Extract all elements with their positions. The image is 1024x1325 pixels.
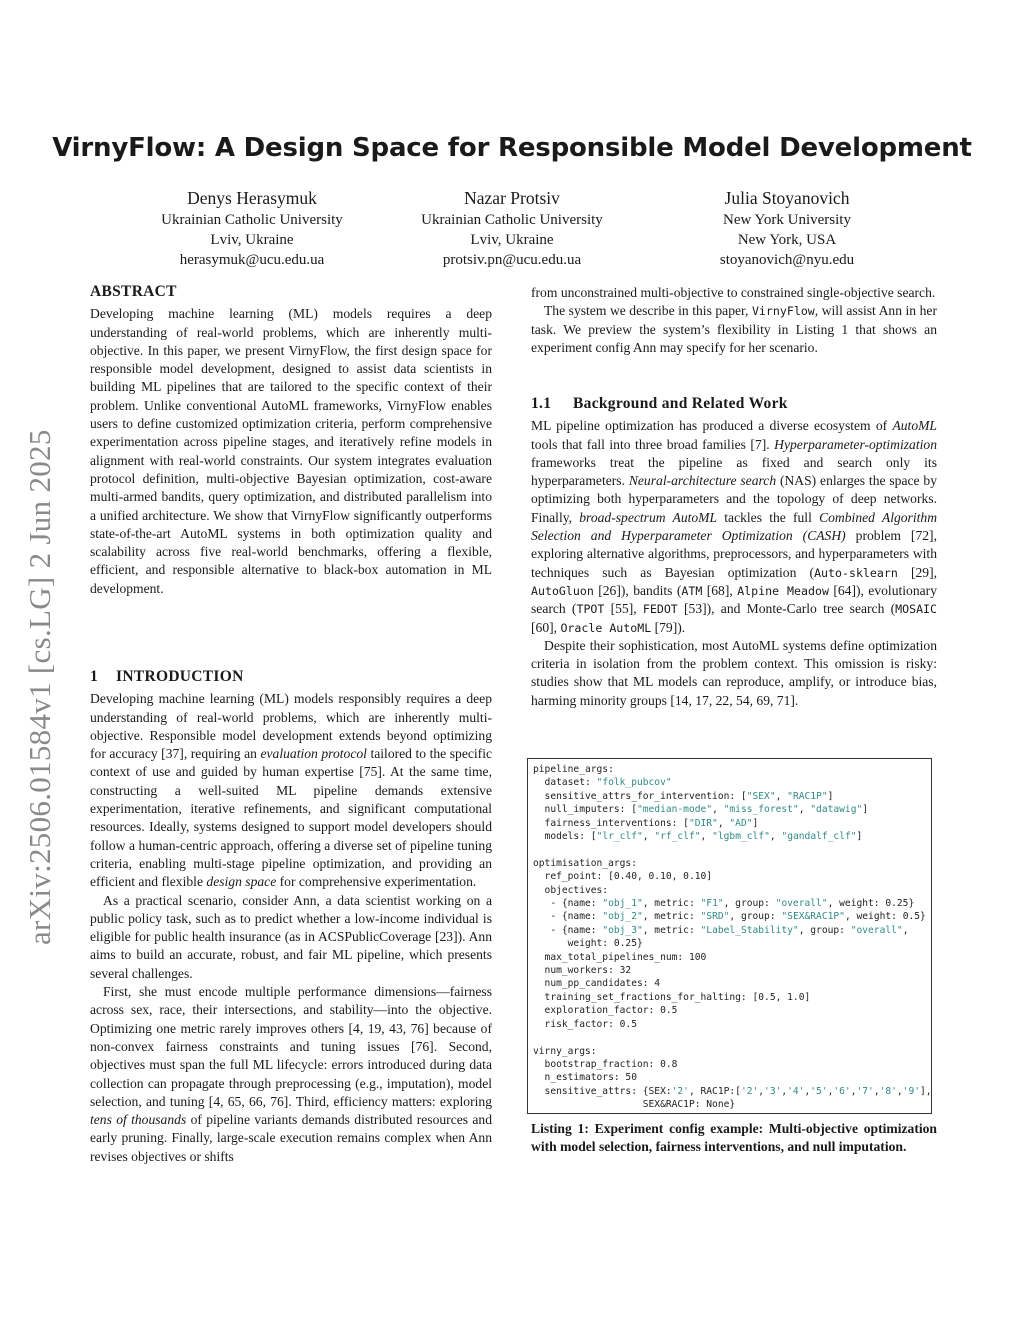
inline-code: Auto-sklearn bbox=[814, 565, 898, 580]
code-line bbox=[533, 884, 931, 897]
code-line bbox=[533, 937, 931, 950]
text-run: (NAS) enlarges the space by optimizing both hyperparameters and the topology of deep networks. Finally, bbox=[531, 473, 938, 525]
code-string: "folk_pubcov" bbox=[596, 777, 672, 789]
emphasis-text: Combined Algorithm Selection and Hyperparameter Optimization (CASH) bbox=[531, 509, 938, 544]
author-1 bbox=[122, 187, 382, 270]
code-text: , group: bbox=[729, 911, 782, 923]
code-line bbox=[533, 790, 931, 803]
code-line bbox=[533, 1031, 931, 1044]
code-line bbox=[533, 1058, 931, 1071]
text-run: for comprehensive experimentation. bbox=[276, 874, 477, 890]
code-text: , bbox=[769, 831, 782, 843]
code-string: "obj_1" bbox=[602, 898, 643, 910]
code-text: ] bbox=[827, 790, 834, 802]
code-text: , bbox=[781, 1085, 788, 1097]
author-name: Nazar Protsiv bbox=[464, 188, 560, 208]
code-string: "F1" bbox=[700, 898, 724, 910]
code-text: , bbox=[850, 1085, 857, 1097]
author-email: stoyanovich@nyu.edu bbox=[719, 252, 855, 268]
code-text: optimisation_args: bbox=[533, 857, 637, 869]
code-text: virny_args: bbox=[533, 1045, 597, 1057]
paragraph bbox=[531, 302, 937, 357]
code-string: "DIR" bbox=[688, 817, 718, 829]
code-text: - {name: bbox=[533, 898, 603, 910]
text-run: problem [72], exploring alternative algorithms, preprocessors, and hyperparameters with techniques such as Bayesian optimization ( bbox=[531, 528, 937, 580]
abstract-text: Developing machine learning (ML) models requires a deep understanding of real-world problems, which are inherently multi-objective. In this paper, we present VirnyFlow, the first design space for responsible model development, designed to assist data scientists in building ML pipelines that are tailored to the specific context of their problem. Unlike conventional AutoML frameworks, VirnyFlow enables users to define customized optimization criteria, perform comprehensive experimentation across pipeline stages, and iteratively refine models in alignment with real-world constraints. Our system integrates evaluation protocol definition, multi-objective Bayesian optimization, cost-aware multi-armed bandits, query optimization, and distributed parallelism into a unified architecture. We show that VirnyFlow significantly outperforms state-of-the-art AutoML systems in both optimization quality and scalability across five real-world benchmarks, offering a flexible, efficient, and responsible alternative to black-box automation in ML development. bbox=[90, 306, 492, 596]
code-text: , metric: bbox=[642, 911, 701, 923]
text-run: The system we describe in this paper, bbox=[544, 303, 752, 319]
code-line bbox=[533, 910, 931, 923]
code-line bbox=[533, 1045, 931, 1058]
emphasis-text: evaluation protocol bbox=[260, 746, 367, 762]
right-column-intro bbox=[531, 284, 937, 357]
code-text: , metric: bbox=[642, 924, 701, 936]
code-string: "lgbm_clf" bbox=[712, 831, 770, 843]
code-string: "lr_clf" bbox=[596, 831, 643, 843]
code-line bbox=[533, 843, 931, 856]
arxiv-stamp: arXiv:2506.01584v1 [cs.LG] 2 Jun 2025 bbox=[22, 429, 57, 945]
code-text: , bbox=[717, 817, 730, 829]
code-text: objectives: bbox=[533, 884, 609, 896]
code-line bbox=[533, 991, 931, 1004]
paragraph bbox=[90, 983, 492, 1166]
inline-code: FEDOT bbox=[642, 602, 678, 617]
code-line bbox=[533, 776, 931, 789]
code-string: '8' bbox=[879, 1085, 897, 1097]
code-text: num_pp_candidates: 4 bbox=[533, 978, 661, 990]
code-string: "AD" bbox=[729, 817, 753, 829]
section-number: 1 bbox=[90, 668, 99, 685]
code-text: , bbox=[775, 790, 788, 802]
author-affiliation: Ukrainian Catholic University bbox=[421, 212, 603, 228]
code-string: '2' bbox=[740, 1085, 759, 1097]
text-run: [53]), and Monte-Carlo tree search ( bbox=[677, 601, 896, 617]
code-text: ] bbox=[752, 817, 759, 829]
author-email: protsiv.pn@ucu.edu.ua bbox=[442, 252, 582, 268]
code-string: "SEX" bbox=[746, 790, 776, 802]
code-string: "median-mode" bbox=[636, 804, 713, 816]
code-line bbox=[533, 924, 931, 937]
code-text: bootstrap_fraction: 0.8 bbox=[533, 1058, 678, 1070]
code-string: '3' bbox=[764, 1085, 782, 1097]
code-text: , bbox=[798, 804, 811, 816]
background-section bbox=[531, 395, 937, 710]
code-text: exploration_factor: 0.5 bbox=[533, 1005, 678, 1017]
code-text: , bbox=[804, 1085, 811, 1097]
code-string: '2' bbox=[671, 1085, 689, 1097]
author-3 bbox=[657, 187, 917, 270]
author-email: herasymuk@ucu.edu.ua bbox=[179, 252, 325, 268]
text-run: [64]), evolutionary search ( bbox=[531, 582, 938, 617]
code-text: ] bbox=[862, 804, 869, 816]
inline-code: Alpine Meadow bbox=[737, 583, 829, 598]
emphasis-text: design space bbox=[206, 874, 277, 890]
code-text: ], bbox=[920, 1085, 932, 1097]
code-text: n_estimators: 50 bbox=[533, 1072, 637, 1084]
author-affiliation: Ukrainian Catholic University bbox=[161, 212, 343, 228]
code-text: num_workers: 32 bbox=[533, 965, 632, 977]
paragraph bbox=[531, 637, 937, 710]
emphasis-text: Hyperparameter-optimization bbox=[774, 436, 937, 452]
code-string: "obj_3" bbox=[602, 924, 643, 936]
text-run: from unconstrained multi-objective to constrained single-objective search. bbox=[531, 285, 936, 300]
text-run: tackles the full bbox=[717, 509, 820, 525]
code-text: , bbox=[827, 1085, 834, 1097]
background-body bbox=[531, 417, 937, 710]
code-text: sensitive_attrs: {SEX: bbox=[533, 1085, 672, 1097]
background-heading bbox=[531, 395, 937, 413]
paragraph bbox=[90, 690, 492, 891]
code-line bbox=[533, 857, 931, 870]
code-string: "gandalf_clf" bbox=[781, 831, 857, 843]
code-line bbox=[533, 1071, 931, 1084]
text-run: tools that fall into three broad families [7]. bbox=[531, 436, 775, 452]
code-line bbox=[533, 1085, 931, 1098]
introduction-body bbox=[90, 690, 492, 1166]
author-location: New York, USA bbox=[737, 232, 837, 248]
paragraph bbox=[531, 284, 937, 302]
text-run: [26]), bandits ( bbox=[593, 582, 682, 598]
code-line bbox=[533, 964, 931, 977]
code-text: , bbox=[896, 1085, 903, 1097]
code-string: "SRD" bbox=[700, 911, 730, 923]
inline-code: MOSAIC bbox=[895, 602, 938, 617]
code-text: , bbox=[642, 831, 655, 843]
code-text: , weight: 0.5} bbox=[844, 911, 926, 923]
code-text: - {name: bbox=[533, 911, 603, 923]
inline-code: Oracle AutoML bbox=[560, 620, 652, 635]
code-string: '4' bbox=[787, 1085, 805, 1097]
abstract-section bbox=[90, 283, 492, 598]
code-text: , group: bbox=[798, 924, 851, 936]
text-run: [79]). bbox=[651, 619, 686, 635]
code-string: '5' bbox=[810, 1085, 828, 1097]
code-text: , RAC1P:[ bbox=[688, 1085, 741, 1097]
paper-title: VirnyFlow: A Design Space for Responsible Model Development bbox=[52, 133, 972, 163]
code-string: "datawig" bbox=[810, 804, 863, 816]
code-line bbox=[533, 1018, 931, 1031]
section-title: INTRODUCTION bbox=[116, 668, 244, 685]
author-location: Lviv, Ukraine bbox=[470, 232, 554, 248]
inline-code: ATM bbox=[681, 583, 703, 598]
section-title: Background and Related Work bbox=[573, 395, 788, 412]
code-text: , bbox=[712, 804, 724, 816]
text-run: of pipeline variants demands distributed resources and early pruning. Finally, large-scale execution remains complex when Ann revises objectives or shifts bbox=[90, 1112, 493, 1164]
text-run: Developing machine learning (ML) models responsibly requires a deep understanding of real-world problems, which are inherently multi-objective. Responsible model development extends beyond optimizing for accuracy [37], requiring an bbox=[90, 691, 492, 762]
code-string: '7' bbox=[856, 1085, 874, 1097]
text-run: frameworks treat the pipeline as fixed and search only its hyperparameters. bbox=[531, 454, 937, 489]
author-name: Denys Herasymuk bbox=[187, 188, 317, 208]
code-line bbox=[533, 803, 931, 816]
introduction-heading bbox=[90, 668, 492, 686]
code-text: risk_factor: 0.5 bbox=[533, 1018, 637, 1030]
text-run: As a practical scenario, consider Ann, a data scientist working on a public policy task, such as to predict whether a low-income individual is eligible for public health insurance (as in ACSPublicCoverage [23]). Ann aims to build an accurate, robust, and fair ML pipeline, which presents several challenges. bbox=[90, 892, 492, 981]
listing-caption: Listing 1: Experiment config example: Multi-objective optimization with model selection, fairness interventions, and null imputation. bbox=[531, 1121, 937, 1155]
code-line bbox=[533, 830, 931, 843]
introduction-section bbox=[90, 668, 492, 1166]
code-text: ] bbox=[856, 831, 863, 843]
code-text: pipeline_args: bbox=[533, 764, 614, 775]
code-line bbox=[533, 870, 931, 883]
emphasis-text: Neural-architecture search bbox=[628, 473, 777, 489]
author-location: Lviv, Ukraine bbox=[210, 232, 294, 248]
code-text: weight: 0.25} bbox=[533, 938, 643, 950]
text-run: [68], bbox=[702, 582, 738, 598]
code-text: max_total_pipelines_num: 100 bbox=[533, 951, 707, 963]
author-2 bbox=[382, 187, 642, 270]
code-line bbox=[533, 897, 931, 910]
author-name: Julia Stoyanovich bbox=[724, 188, 850, 208]
text-run: , will assist Ann in her task. We preview the system’s flexibility in Listing 1 that shows an experiment config Ann may specify for her scenario. bbox=[531, 303, 937, 355]
emphasis-text: tens of thousands bbox=[90, 1112, 187, 1128]
text-run: Despite their sophistication, most AutoML systems define optimization criteria in isolation from the problem context. This omission is risky: studies show that ML models can reproduce, amplify, or introduce bias, harming minority groups [14, 17, 22, 54, 69, 71]. bbox=[531, 637, 937, 708]
code-line bbox=[533, 1004, 931, 1017]
code-string: "rf_clf" bbox=[654, 831, 701, 843]
paragraph bbox=[90, 892, 492, 983]
code-text: , bbox=[700, 831, 713, 843]
code-text: training_set_fractions_for_halting: [0.5, 1.0] bbox=[533, 991, 811, 1003]
code-text: models: [ bbox=[533, 831, 597, 843]
text-run: ML pipeline optimization has produced a diverse ecosystem of bbox=[531, 418, 893, 434]
inline-code: AutoGluon bbox=[531, 583, 594, 598]
code-line bbox=[533, 977, 931, 990]
text-run: [60], bbox=[531, 619, 561, 635]
code-text: , metric: bbox=[642, 898, 701, 910]
code-text: ref_point: [0.40, 0.10, 0.10] bbox=[533, 871, 713, 883]
text-run: tailored to the specific context of use and guided by human expertise [75]. At the same time, constructing a well-suited ML pipeline demands extensive experimentation, iterative refinements, and significant computational resources. Ideally, systems designed to support model developers should follow a human-centric approach, offering a diverse set of pipeline tuning criteria, enabling multi-stage pipeline optimization, and providing an efficient and flexible bbox=[90, 746, 492, 890]
code-text: , bbox=[902, 924, 909, 936]
code-text: , group: bbox=[723, 898, 776, 910]
inline-code: VirnyFlow bbox=[751, 304, 815, 319]
code-text: fairness_interventions: [ bbox=[533, 817, 689, 829]
text-run: First, she must encode multiple performance dimensions—fairness across sex, race, their intersections, and stability—into the objective. Optimizing one metric rarely improves others [4, 19, 43, 76] because of non-convex fairness constraints and tuning issues [76]. Second, objectives must span the full ML lifecycle: errors introduced during data collection can propagate through preprocessing (e.g., imputation), model selection, and tuning [4, 65, 66, 76]. Third, efficiency matters: exploring bbox=[90, 984, 492, 1109]
abstract-heading: ABSTRACT bbox=[90, 283, 177, 300]
code-text: dataset: bbox=[533, 777, 597, 789]
code-text: , weight: 0.25} bbox=[827, 898, 915, 910]
code-line bbox=[533, 763, 931, 776]
code-line bbox=[533, 1098, 931, 1111]
code-text: null_imputers: [ bbox=[533, 804, 637, 816]
code-line bbox=[533, 817, 931, 830]
code-line bbox=[533, 951, 931, 964]
code-listing bbox=[527, 758, 932, 1114]
code-string: "overall" bbox=[775, 898, 828, 910]
code-text: , bbox=[873, 1085, 880, 1097]
code-text: sensitive_attrs_for_intervention: [ bbox=[533, 790, 747, 802]
text-run: [55], bbox=[604, 601, 643, 617]
text-run: [29], bbox=[897, 564, 937, 580]
code-string: "miss_forest" bbox=[723, 804, 799, 816]
code-string: "overall" bbox=[850, 924, 903, 936]
paragraph bbox=[531, 417, 937, 637]
emphasis-text: AutoML bbox=[892, 418, 937, 434]
author-affiliation: New York University bbox=[723, 212, 851, 228]
code-string: '6' bbox=[833, 1085, 851, 1097]
code-string: "RAC1P" bbox=[787, 790, 828, 802]
emphasis-text: broad-spectrum AutoML bbox=[579, 509, 718, 525]
code-text: SEX&RAC1P: None} bbox=[533, 1099, 736, 1111]
code-string: "obj_2" bbox=[602, 911, 643, 923]
code-text: , bbox=[758, 1085, 765, 1097]
introduction-continued bbox=[531, 284, 937, 357]
inline-code: TPOT bbox=[576, 602, 605, 617]
code-string: '9' bbox=[902, 1085, 921, 1097]
code-text: - {name: bbox=[533, 924, 603, 936]
section-number: 1.1 bbox=[531, 395, 552, 412]
code-string: "SEX&RAC1P" bbox=[781, 911, 845, 923]
code-string: "Label_Stability" bbox=[700, 924, 799, 936]
